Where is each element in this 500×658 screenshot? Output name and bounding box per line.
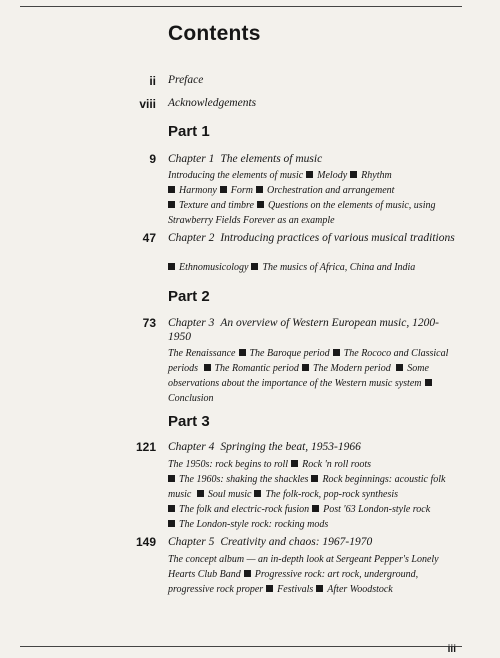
chapter-topics: The concept album — an in-depth look at Sergeant Pepper's Lonely Hearts Club Band Progressive rock: art rock, underground, progressive rock proper Festivals After Woodstock (168, 554, 439, 595)
page-number: 9 (149, 152, 156, 166)
chapter-title: Chapter 5 Creativity and chaos: 1967-1970 (168, 536, 373, 548)
contents-entry-acknowledgements (0, 97, 460, 113)
page-number: ii (149, 74, 156, 88)
page-number: 47 (142, 231, 156, 245)
contents-entry-preface (0, 74, 460, 90)
chapter-entry-2 (0, 231, 470, 273)
chapter-topics: Ethnomusicology The musics of Africa, China and India (168, 260, 460, 275)
part-heading-1: Part 1 (168, 123, 210, 140)
entry-title: Preface (168, 74, 204, 86)
folio-page-number: iii (447, 644, 456, 655)
part-heading-3: Part 3 (168, 413, 210, 430)
chapter-topics: The 1950s: rock begins to roll Rock 'n roll roots The 1960s: shaking the shackles Rock beginnings: acoustic folk music Soul music The folk-rock, pop-rock synthesis The folk and electric-rock fusion Post '63 London-style rock The London-style rock: rocking mods (168, 459, 446, 530)
page-number: 121 (135, 440, 156, 454)
chapter-entry-1 (0, 152, 470, 226)
bottom-rule (20, 646, 462, 647)
chapter-title: Chapter 4 Springing the beat, 1953-1966 (168, 441, 361, 453)
chapter-topics: Introducing the elements of music Melody Rhythm Harmony Form Orchestration and arrangement Texture and timbre Questions on the elements of music, using Strawberry Fields Forever as an example (168, 170, 436, 226)
page-number: viii (139, 97, 156, 111)
chapter-entry-5 (0, 535, 470, 595)
chapter-entry-4 (0, 440, 470, 530)
part-heading-2: Part 2 (168, 288, 210, 305)
chapter-entry-3 (0, 316, 470, 404)
page-number: 149 (135, 535, 156, 549)
entry-title: Acknowledgements (168, 97, 257, 109)
chapter-title: Chapter 3 An overview of Western European music, 1200-1950 (168, 317, 439, 343)
page-number: 73 (142, 316, 156, 330)
chapter-title: Chapter 1 The elements of music (168, 153, 323, 165)
chapter-topics: The Renaissance The Baroque period The Rococo and Classical periods The Romantic period The Modern period Some observations about the importance of the Western music systemConclusion (168, 348, 449, 404)
page-title: Contents (168, 22, 261, 45)
top-rule (20, 6, 462, 7)
chapter-title: Chapter 2 Introducing practices of various musical traditions (168, 232, 455, 244)
